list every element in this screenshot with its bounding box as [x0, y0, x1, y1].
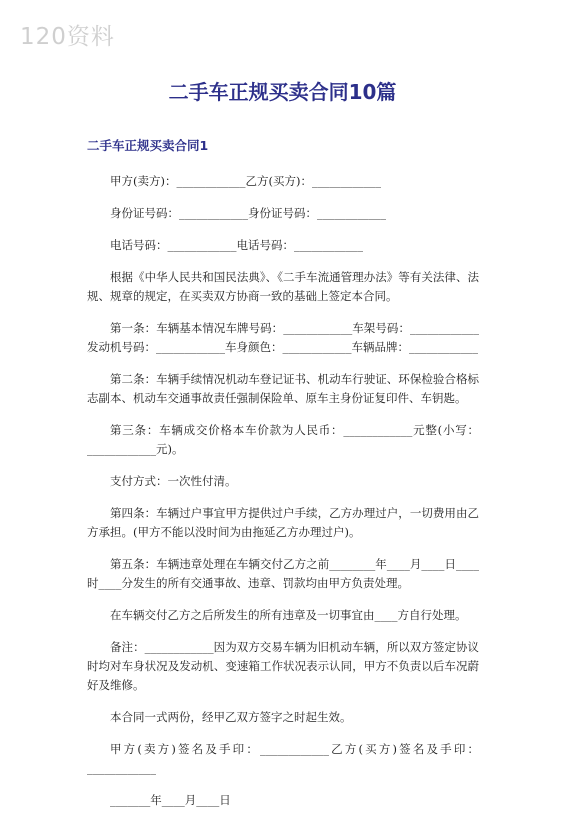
- article-3-price: 第三条：车辆成交价格本车价款为人民币：____________元整(小写：____________元)。: [87, 423, 479, 456]
- phone-number-line: 电话号码：____________电话号码：____________: [110, 238, 363, 252]
- signature-line: 甲方(卖方)签名及手印：____________乙方(买方)签名及手印：____________: [87, 742, 479, 775]
- section-heading: 二手车正规买卖合同1: [87, 138, 209, 153]
- payment-method: 支付方式：一次性付清。: [110, 474, 237, 488]
- article-5-violations: 第五条：车辆违章处理在车辆交付乙方之前________年____月____日____时____分发生的所有交通事故、违章、罚款均由甲方负责处理。: [87, 557, 479, 590]
- party-names-line: 甲方(卖方)：____________乙方(买方)：____________: [110, 174, 381, 188]
- post-delivery-clause: 在车辆交付乙方之后所发生的所有违章及一切事宜由____方自行处理。: [110, 608, 467, 622]
- contract-body: [87, 172, 479, 823]
- remarks-paragraph: 备注：____________因为双方交易车辆为旧机动车辆，所以双方签定协议时均对车身状况及发动机、变速箱工作状况表示认同，甲方不负责以后车况蔚好及维修。: [87, 640, 479, 692]
- document-title: 二手车正规买卖合同10篇: [168, 80, 397, 104]
- date-line: _______年____月____日: [110, 793, 231, 807]
- watermark-logo: 120资料: [20, 24, 115, 50]
- article-2-documents: 第二条：车辆手续情况机动车登记证书、机动车行驶证、环保检验合格标志副本、机动车交通事故责任强制保险单、原车主身份证复印件、车钥匙。: [87, 372, 479, 405]
- effective-clause: 本合同一式两份，经甲乙双方签字之时起生效。: [110, 710, 352, 724]
- id-number-line: 身份证号码：____________身份证号码：____________: [110, 206, 386, 220]
- article-4-transfer: 第四条：车辆过户事宜甲方提供过户手续，乙方办理过户，一切费用由乙方承担。(甲方不能以没时间为由拖延乙方办理过户)。: [87, 506, 479, 539]
- article-1-vehicle-info: 第一条：车辆基本情况车牌号码：____________车架号码：____________发动机号码：____________车身颜色：____________车辆品牌：____________: [87, 321, 479, 354]
- preamble-paragraph: 根据《中华人民共和国民法典》、《二手车流通管理办法》等有关法律、法规、规章的规定，在买卖双方协商一致的基础上签定本合同。: [87, 270, 479, 303]
